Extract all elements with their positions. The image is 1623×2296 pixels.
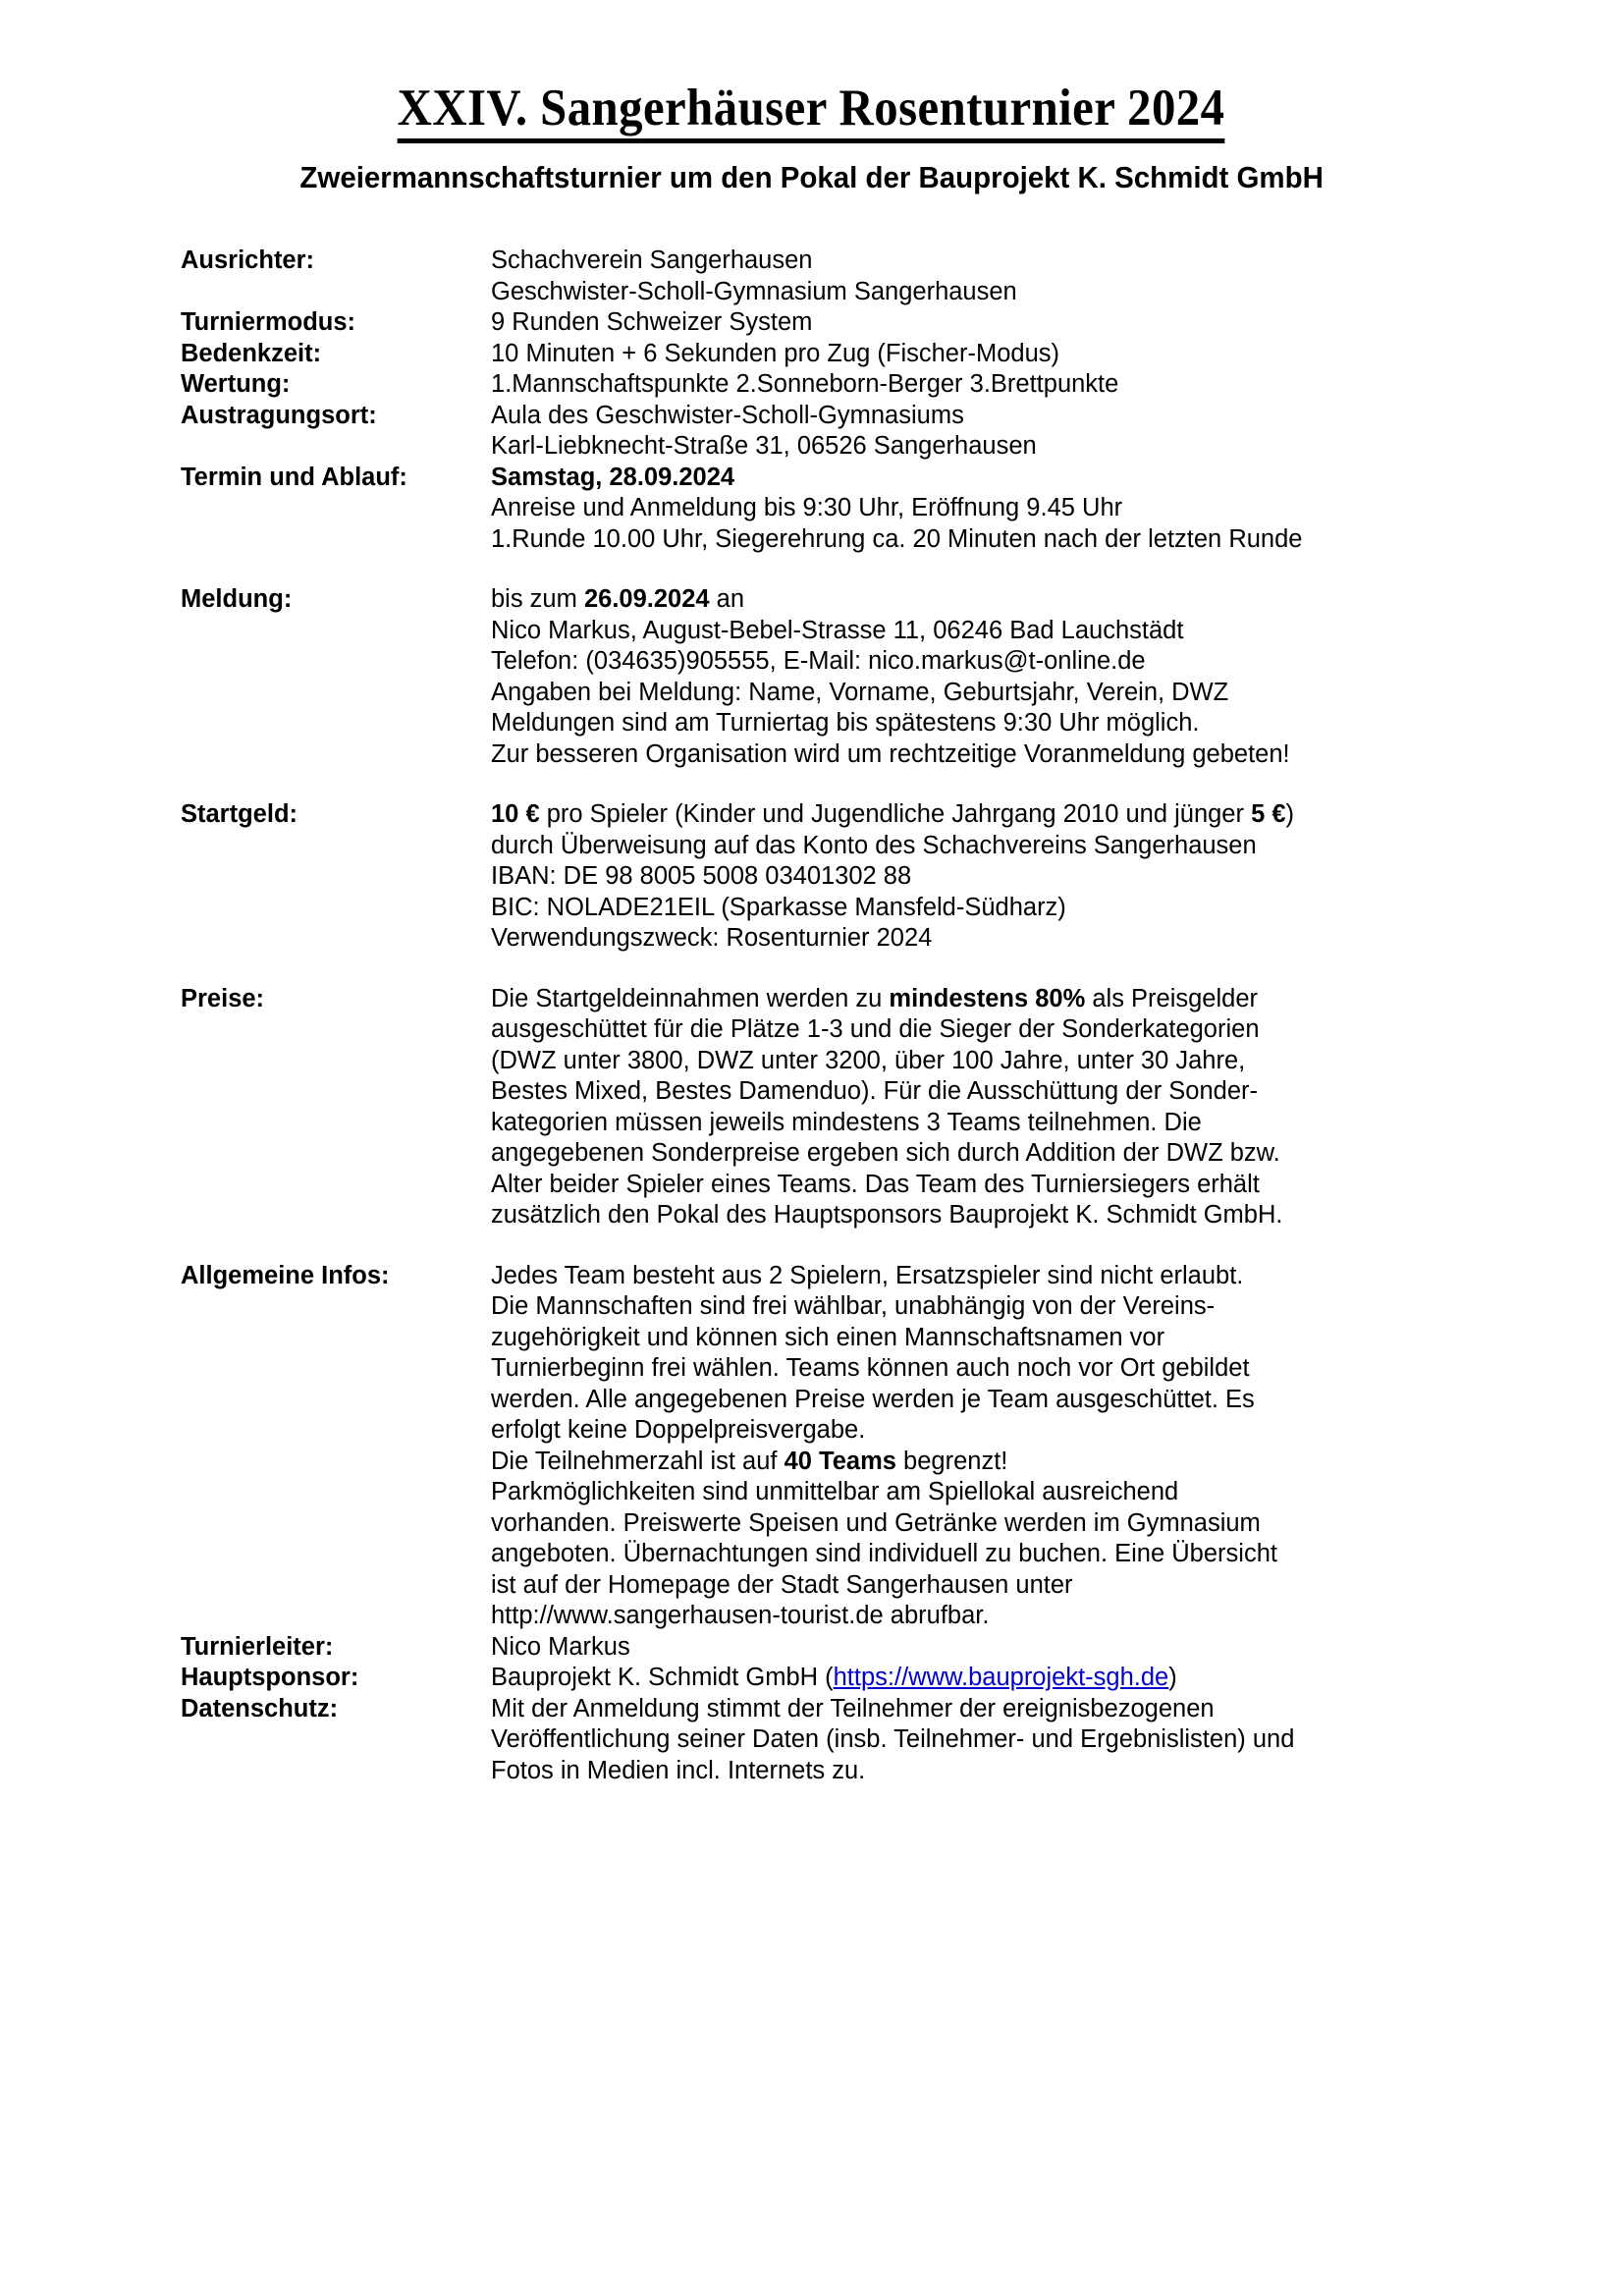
infos-line-3: zugehörigkeit und können sich einen Mannschaftsnamen vor — [491, 1323, 1165, 1351]
field-label-allgemeine-infos: Allgemeine Infos: — [181, 1261, 390, 1289]
preise-line-3: (DWZ unter 3800, DWZ unter 3200, über 100 Jahre, unter 30 Jahre, — [491, 1046, 1246, 1074]
preise-line-4: Bestes Mixed, Bestes Damenduo). Für die Ausschüttung der Sonder- — [491, 1077, 1258, 1105]
field-label-startgeld: Startgeld: — [181, 800, 298, 828]
field-label-turniermodus: Turniermodus: — [181, 308, 356, 336]
infos-team-limit-value: 40 Teams — [784, 1447, 896, 1475]
infos-team-limit-pre: Die Teilnehmerzahl ist auf — [491, 1447, 784, 1475]
startgeld-line-1-text-2: ) — [1285, 800, 1295, 828]
datenschutz-line-1: Mit der Anmeldung stimmt der Teilnehmer der ereignisbezogenen — [491, 1694, 1215, 1722]
meldung-deadline — [491, 584, 1505, 616]
infos-homepage-url: http://www.sangerhausen-tourist.de abrufbar. — [491, 1602, 990, 1629]
startgeld-fee-youth: 5 € — [1251, 800, 1286, 828]
field-value-datenschutz — [491, 1694, 1505, 1787]
hauptsponsor-name: Bauprojekt K. Schmidt GmbH ( — [491, 1664, 834, 1691]
field-label-preise: Preise: — [181, 984, 265, 1012]
field-value-turniermodus — [491, 307, 1505, 339]
field-value-termin — [491, 463, 1505, 556]
field-value-hauptsponsor — [491, 1663, 1505, 1694]
turnierleiter-name: Nico Markus — [491, 1632, 630, 1661]
field-label-termin: Termin und Ablauf: — [181, 463, 407, 491]
meldung-line-5: Meldungen sind am Turniertag bis spätestens 9:30 Uhr möglich. — [491, 709, 1200, 737]
document-header — [0, 0, 1623, 192]
document-body — [0, 246, 1623, 1786]
preise-line-5: kategorien müssen jeweils mindestens 3 Teams teilnehmen. Die — [491, 1108, 1202, 1136]
field-value-ausrichter — [491, 246, 1505, 307]
infos-line-8: Parkmöglichkeiten sind unmittelbar am Spiellokal ausreichend — [491, 1478, 1179, 1505]
page-title: XXIV. Sangerhäuser Rosenturnier 2024 — [398, 82, 1225, 143]
startgeld-line-1 — [491, 799, 1505, 831]
meldung-deadline-pre: bis zum — [491, 585, 584, 613]
field-turnierleiter — [181, 1632, 1505, 1664]
field-value-austragungsort — [491, 401, 1505, 463]
field-value-preise — [491, 984, 1505, 1231]
austragungsort-line-1: Aula des Geschwister-Scholl-Gymnasiums — [491, 401, 964, 429]
infos-line-6: erfolgt keine Doppelpreisvergabe. — [491, 1416, 866, 1444]
field-label-turnierleiter: Turnierleiter: — [181, 1632, 334, 1661]
field-value-meldung — [491, 584, 1505, 770]
preise-line-1-text-2: als Preisgelder — [1085, 984, 1259, 1012]
datenschutz-line-3: Fotos in Medien incl. Internets zu. — [491, 1756, 866, 1784]
infos-line-4: Turnierbeginn frei wählen. Teams können auch noch vor Ort gebildet — [491, 1354, 1250, 1382]
infos-line-11: ist auf der Homepage der Stadt Sangerhausen unter — [491, 1570, 1073, 1599]
meldung-deadline-date: 26.09.2024 — [583, 585, 710, 613]
bedenkzeit-line-1: 10 Minuten + 6 Sekunden pro Zug (Fischer-Modus) — [491, 339, 1060, 367]
startgeld-line-2: durch Überweisung auf das Konto des Schachvereins Sangerhausen — [491, 831, 1257, 859]
field-austragungsort — [181, 401, 1505, 463]
page-subtitle: Zweiermannschaftsturnier um den Pokal der Bauprojekt K. Schmidt GmbH — [299, 160, 1324, 194]
termin-line-3: 1.Runde 10.00 Uhr, Siegerehrung ca. 20 Minuten nach der letzten Runde — [491, 524, 1303, 553]
preise-line-8: zusätzlich den Pokal des Hauptsponsors Bauprojekt K. Schmidt GmbH. — [491, 1201, 1283, 1229]
hauptsponsor-paren-close: ) — [1168, 1664, 1177, 1691]
startgeld-verwendungszweck: Verwendungszweck: Rosenturnier 2024 — [491, 924, 933, 952]
infos-line-5: werden. Alle angegebenen Preise werden je Team ausgeschüttet. Es — [491, 1385, 1255, 1413]
field-label-meldung: Meldung: — [181, 585, 293, 613]
field-label-bedenkzeit: Bedenkzeit: — [181, 339, 322, 367]
infos-team-limit-post: begrenzt! — [895, 1447, 1008, 1475]
infos-team-limit — [491, 1447, 1505, 1478]
field-ausrichter — [181, 246, 1505, 307]
section-allgemeine-infos — [181, 1261, 1505, 1632]
field-label-ausrichter: Ausrichter: — [181, 246, 315, 274]
preise-line-1 — [491, 984, 1505, 1015]
section-preise — [181, 984, 1505, 1231]
meldung-line-4: Angaben bei Meldung: Name, Vorname, Geburtsjahr, Verein, DWZ — [491, 678, 1229, 706]
startgeld-fee-adult: 10 € — [491, 800, 540, 828]
field-value-wertung — [491, 369, 1505, 401]
turniermodus-line-1: 9 Runden Schweizer System — [491, 308, 813, 336]
hauptsponsor-link[interactable]: https://www.bauprojekt-sgh.de — [833, 1664, 1169, 1691]
section-startgeld — [181, 799, 1505, 955]
field-value-bedenkzeit — [491, 339, 1505, 370]
field-label-austragungsort: Austragungsort: — [181, 401, 377, 429]
startgeld-iban: IBAN: DE 98 8005 5008 03401302 88 — [491, 862, 912, 890]
datenschutz-line-2: Veröffentlichung seiner Daten (insb. Teilnehmer- und Ergebnislisten) und — [491, 1725, 1295, 1753]
section-kontakt — [181, 1632, 1505, 1787]
preise-line-2: ausgeschüttet für die Plätze 1-3 und die Sieger der Sonderkategorien — [491, 1015, 1260, 1043]
startgeld-bic: BIC: NOLADE21EIL (Sparkasse Mansfeld-Südharz) — [491, 893, 1066, 921]
meldung-deadline-post: an — [709, 585, 745, 613]
termin-line-2: Anreise und Anmeldung bis 9:30 Uhr, Eröffnung 9.45 Uhr — [491, 494, 1123, 521]
ausrichter-line-2: Geschwister-Scholl-Gymnasium Sangerhausen — [491, 277, 1017, 305]
field-wertung — [181, 369, 1505, 401]
termin-date — [491, 463, 1505, 494]
meldung-line-6: Zur besseren Organisation wird um rechtzeitige Voranmeldung gebeten! — [491, 739, 1290, 768]
infos-line-10: angeboten. Übernachtungen sind individuell zu buchen. Eine Übersicht — [491, 1540, 1277, 1567]
field-hauptsponsor — [181, 1663, 1505, 1694]
field-value-allgemeine-infos — [491, 1261, 1505, 1632]
preise-line-1-text-1: Die Startgeldeinnahmen werden zu — [491, 984, 890, 1012]
wertung-line-1: 1.Mannschaftspunkte 2.Sonneborn-Berger 3.Brettpunkte — [491, 370, 1119, 398]
field-bedenkzeit — [181, 339, 1505, 370]
field-datenschutz — [181, 1694, 1505, 1787]
infos-line-9: vorhanden. Preiswerte Speisen und Getränke werden im Gymnasium — [491, 1508, 1261, 1537]
field-label-wertung: Wertung: — [181, 370, 291, 398]
section-organisation — [181, 246, 1505, 463]
startgeld-line-1-text-1: pro Spieler (Kinder und Jugendliche Jahrgang 2010 und jünger — [539, 800, 1252, 828]
hauptsponsor-line — [491, 1663, 1505, 1694]
field-label-datenschutz: Datenschutz: — [181, 1694, 339, 1722]
preise-line-7: Alter beider Spieler eines Teams. Das Team des Turniersiegers erhält — [491, 1170, 1260, 1198]
meldung-line-2: Nico Markus, August-Bebel-Strasse 11, 06246 Bad Lauchstädt — [491, 616, 1184, 644]
section-meldung — [181, 584, 1505, 770]
field-value-startgeld — [491, 799, 1505, 955]
termin-date-text: Samstag, 28.09.2024 — [491, 463, 735, 491]
field-label-hauptsponsor: Hauptsponsor: — [181, 1664, 359, 1691]
meldung-line-3: Telefon: (034635)905555, E-Mail: nico.markus@t-online.de — [491, 647, 1146, 675]
section-termin — [181, 463, 1505, 556]
field-turniermodus — [181, 307, 1505, 339]
austragungsort-line-2: Karl-Liebknecht-Straße 31, 06526 Sangerhausen — [491, 432, 1037, 460]
preise-percentage: mindestens 80% — [889, 984, 1086, 1012]
preise-line-6: angegebenen Sonderpreise ergeben sich durch Addition der DWZ bzw. — [491, 1139, 1280, 1167]
infos-line-1: Jedes Team besteht aus 2 Spielern, Ersatzspieler sind nicht erlaubt. — [491, 1261, 1244, 1289]
infos-line-2: Die Mannschaften sind frei wählbar, unabhängig von der Vereins- — [491, 1292, 1216, 1320]
field-value-turnierleiter — [491, 1632, 1505, 1664]
ausrichter-line-1: Schachverein Sangerhausen — [491, 246, 813, 274]
